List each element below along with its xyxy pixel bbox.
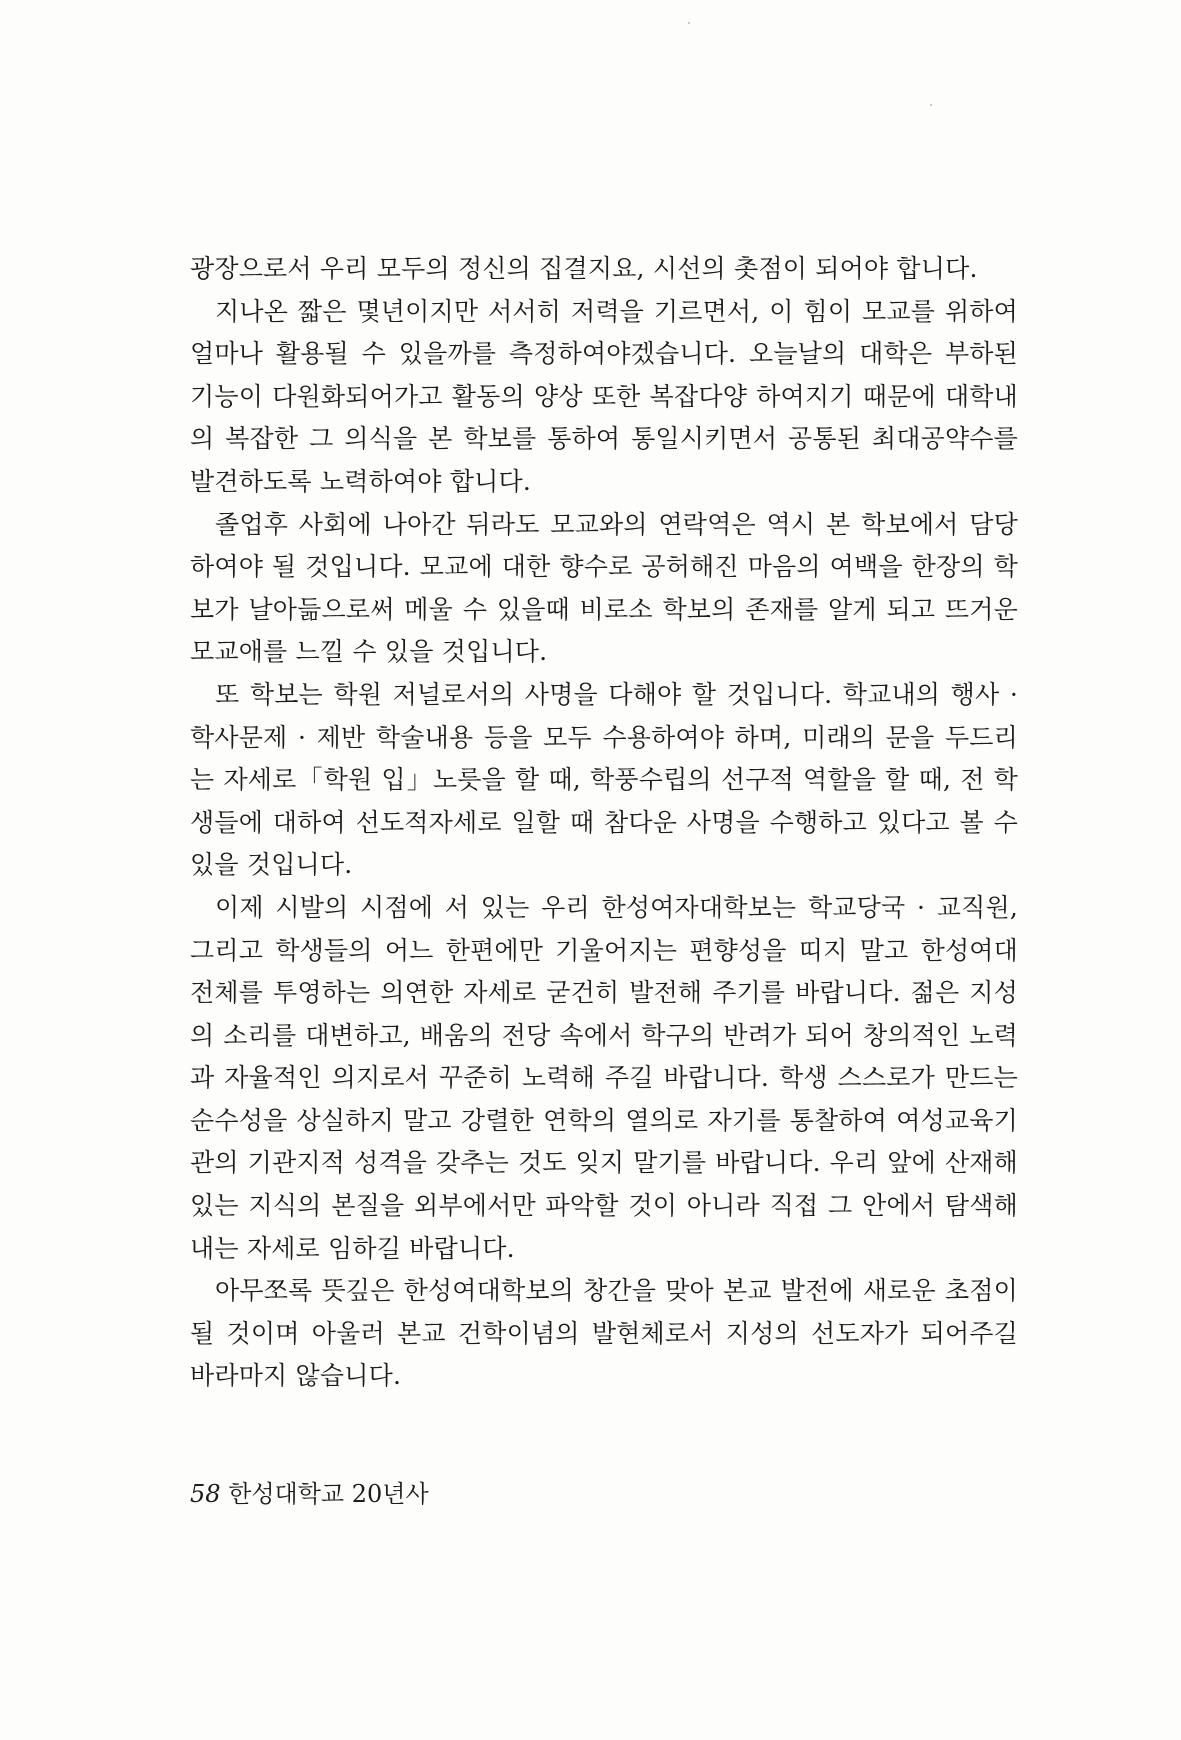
paragraph-continuation: 광장으로서 우리 모두의 정신의 집결지요, 시선의 촛점이 되어야 합니다.	[190, 254, 978, 283]
body-text	[190, 248, 1018, 1398]
paragraph: 졸업후 사회에 나아간 뒤라도 모교와의 연락역은 역시 본 학보에서 담당하여야 될 것입니다. 모교에 대한 향수로 공허해진 마음의 여백을 한장의 학보가 날아듦으로써 메울 수 있을때 비로소 학보의 존재를 알게 되고 뜨거운 모교애를 느낄 수 있을 것입니다.	[190, 509, 1018, 667]
paragraph: 지나온 짧은 몇년이지만 서서히 저력을 기르면서, 이 힘이 모교를 위하여 얼마나 활용될 수 있을까를 측정하여야겠습니다. 오늘날의 대학은 부하된 기능이 다원화되어가고 활동의 양상 또한 복잡다양 하여지기 때문에 대학내의 복잡한 그 의식을 본 학보를 통하여 통일시키면서 공통된 최대공약수를 발견하도록 노력하여야 합니다.	[190, 296, 1018, 496]
paragraph: 이제 시발의 시점에 서 있는 우리 한성여자대학보는 학교당국 · 교직원, 그리고 학생들의 어느 한편에만 기울어지는 편향성을 띠지 말고 한성여대 전체를 투영하는 의연한 자세로 굳건히 발전해 주기를 바랍니다. 젊은 지성의 소리를 대변하고, 배움의 전당 속에서 학구의 반려가 되어 창의적인 노력과 자율적인 의지로서 꾸준히 노력해 주길 바랍니다. 학생 스스로가 만드는 순수성을 상실하지 말고 강렬한 연학의 열의로 자기를 통찰하여 여성교육기관의 기관지적 성격을 갖추는 것도 잊지 말기를 바랍니다. 우리 앞에 산재해 있는 지식의 본질을 외부에서만 파악할 것이 아니라 직접 그 안에서 탐색해 내는 자세로 임하길 바랍니다.	[190, 892, 1018, 1263]
paragraph: 아무쪼록 뜻깊은 한성여대학보의 창간을 맞아 본교 발전에 새로운 초점이 될 것이며 아울러 본교 건학이념의 발현체로서 지성의 선도자가 되어주길 바라마지 않습니다.	[190, 1276, 1018, 1391]
paragraph: 또 학보는 학원 저널로서의 사명을 다해야 할 것입니다. 학교내의 행사 · 학사문제 · 제반 학술내용 등을 모두 수용하여야 하며, 미래의 문을 두드리는 자세로「학원 입」노릇을 할 때, 학풍수립의 선구적 역할을 할 때, 전 학생들에 대하여 선도적자세로 일할 때 참다운 사명을 수행하고 있다고 볼 수 있을 것입니다.	[190, 679, 1018, 880]
scan-speck	[688, 22, 690, 24]
book-title: 한성대학교 20년사	[228, 1480, 429, 1508]
scan-speck	[930, 104, 932, 106]
page-number: 58	[190, 1480, 221, 1508]
page-footer	[190, 1474, 429, 1509]
